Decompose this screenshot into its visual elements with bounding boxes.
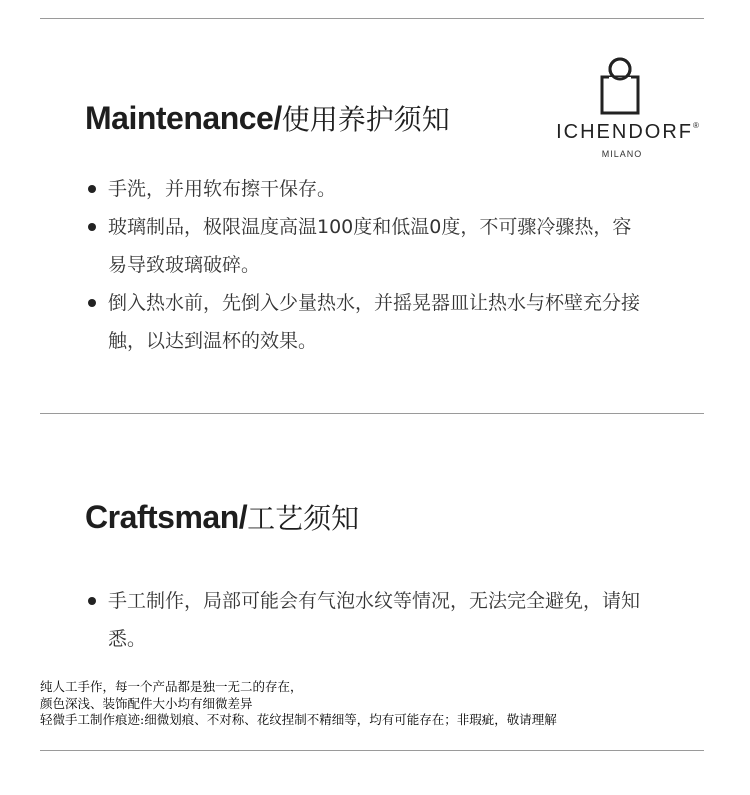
bullet-icon [88,299,96,307]
logo-brand [540,121,715,144]
craftsman-heading [85,497,359,537]
list-item-text: 手工制作，局部可能会有气泡水纹等情况，无法完全避免，请知悉。 [108,590,641,650]
logo-city: MILANO [601,149,643,159]
list-item [88,284,643,360]
craftsman-list [88,582,643,658]
footnote-line: 颜色深浅、装饰配件大小均有细微差异 [40,695,253,711]
middle-divider [40,413,704,414]
footnote-line: 轻微手工制作痕迹:细微划痕、不对称、花纹捏制不精细等，均有可能存在；非瑕疵，敬请理解 [40,712,557,727]
list-item-text: 玻璃制品，极限温度高温100度和低温0度，不可骤冷骤热，容易导致玻璃破碎。 [108,216,632,276]
bottom-divider [40,750,704,751]
bullet-icon [88,597,96,605]
top-divider [40,18,704,19]
maintenance-title-cn: 使用养护须知 [281,104,450,135]
bullet-icon [88,185,96,193]
craftsman-title-en: Craftsman/ [85,499,248,535]
list-item [88,170,643,208]
logo-mark-icon [597,55,643,117]
bullet-icon [88,223,96,231]
maintenance-title-en: Maintenance/ [85,100,282,136]
footnote-line: 纯人工手作，每一个产品都是独一无二的存在， [40,679,303,694]
maintenance-list [88,170,643,360]
craftsman-title-cn: 工艺须知 [247,503,360,534]
list-item [88,582,643,658]
footnote [40,679,557,729]
logo-brand-text: ICHENDORF [556,121,693,143]
ichendorf-logo [540,55,715,165]
logo-registered-mark: ® [692,121,699,130]
list-item-text: 手洗，并用软布擦干保存。 [108,178,337,200]
list-item [88,208,643,284]
list-item-text: 倒入热水前，先倒入少量热水，并摇晃器皿让热水与杯壁充分接触，以达到温杯的效果。 [108,292,641,352]
maintenance-heading [85,98,450,138]
